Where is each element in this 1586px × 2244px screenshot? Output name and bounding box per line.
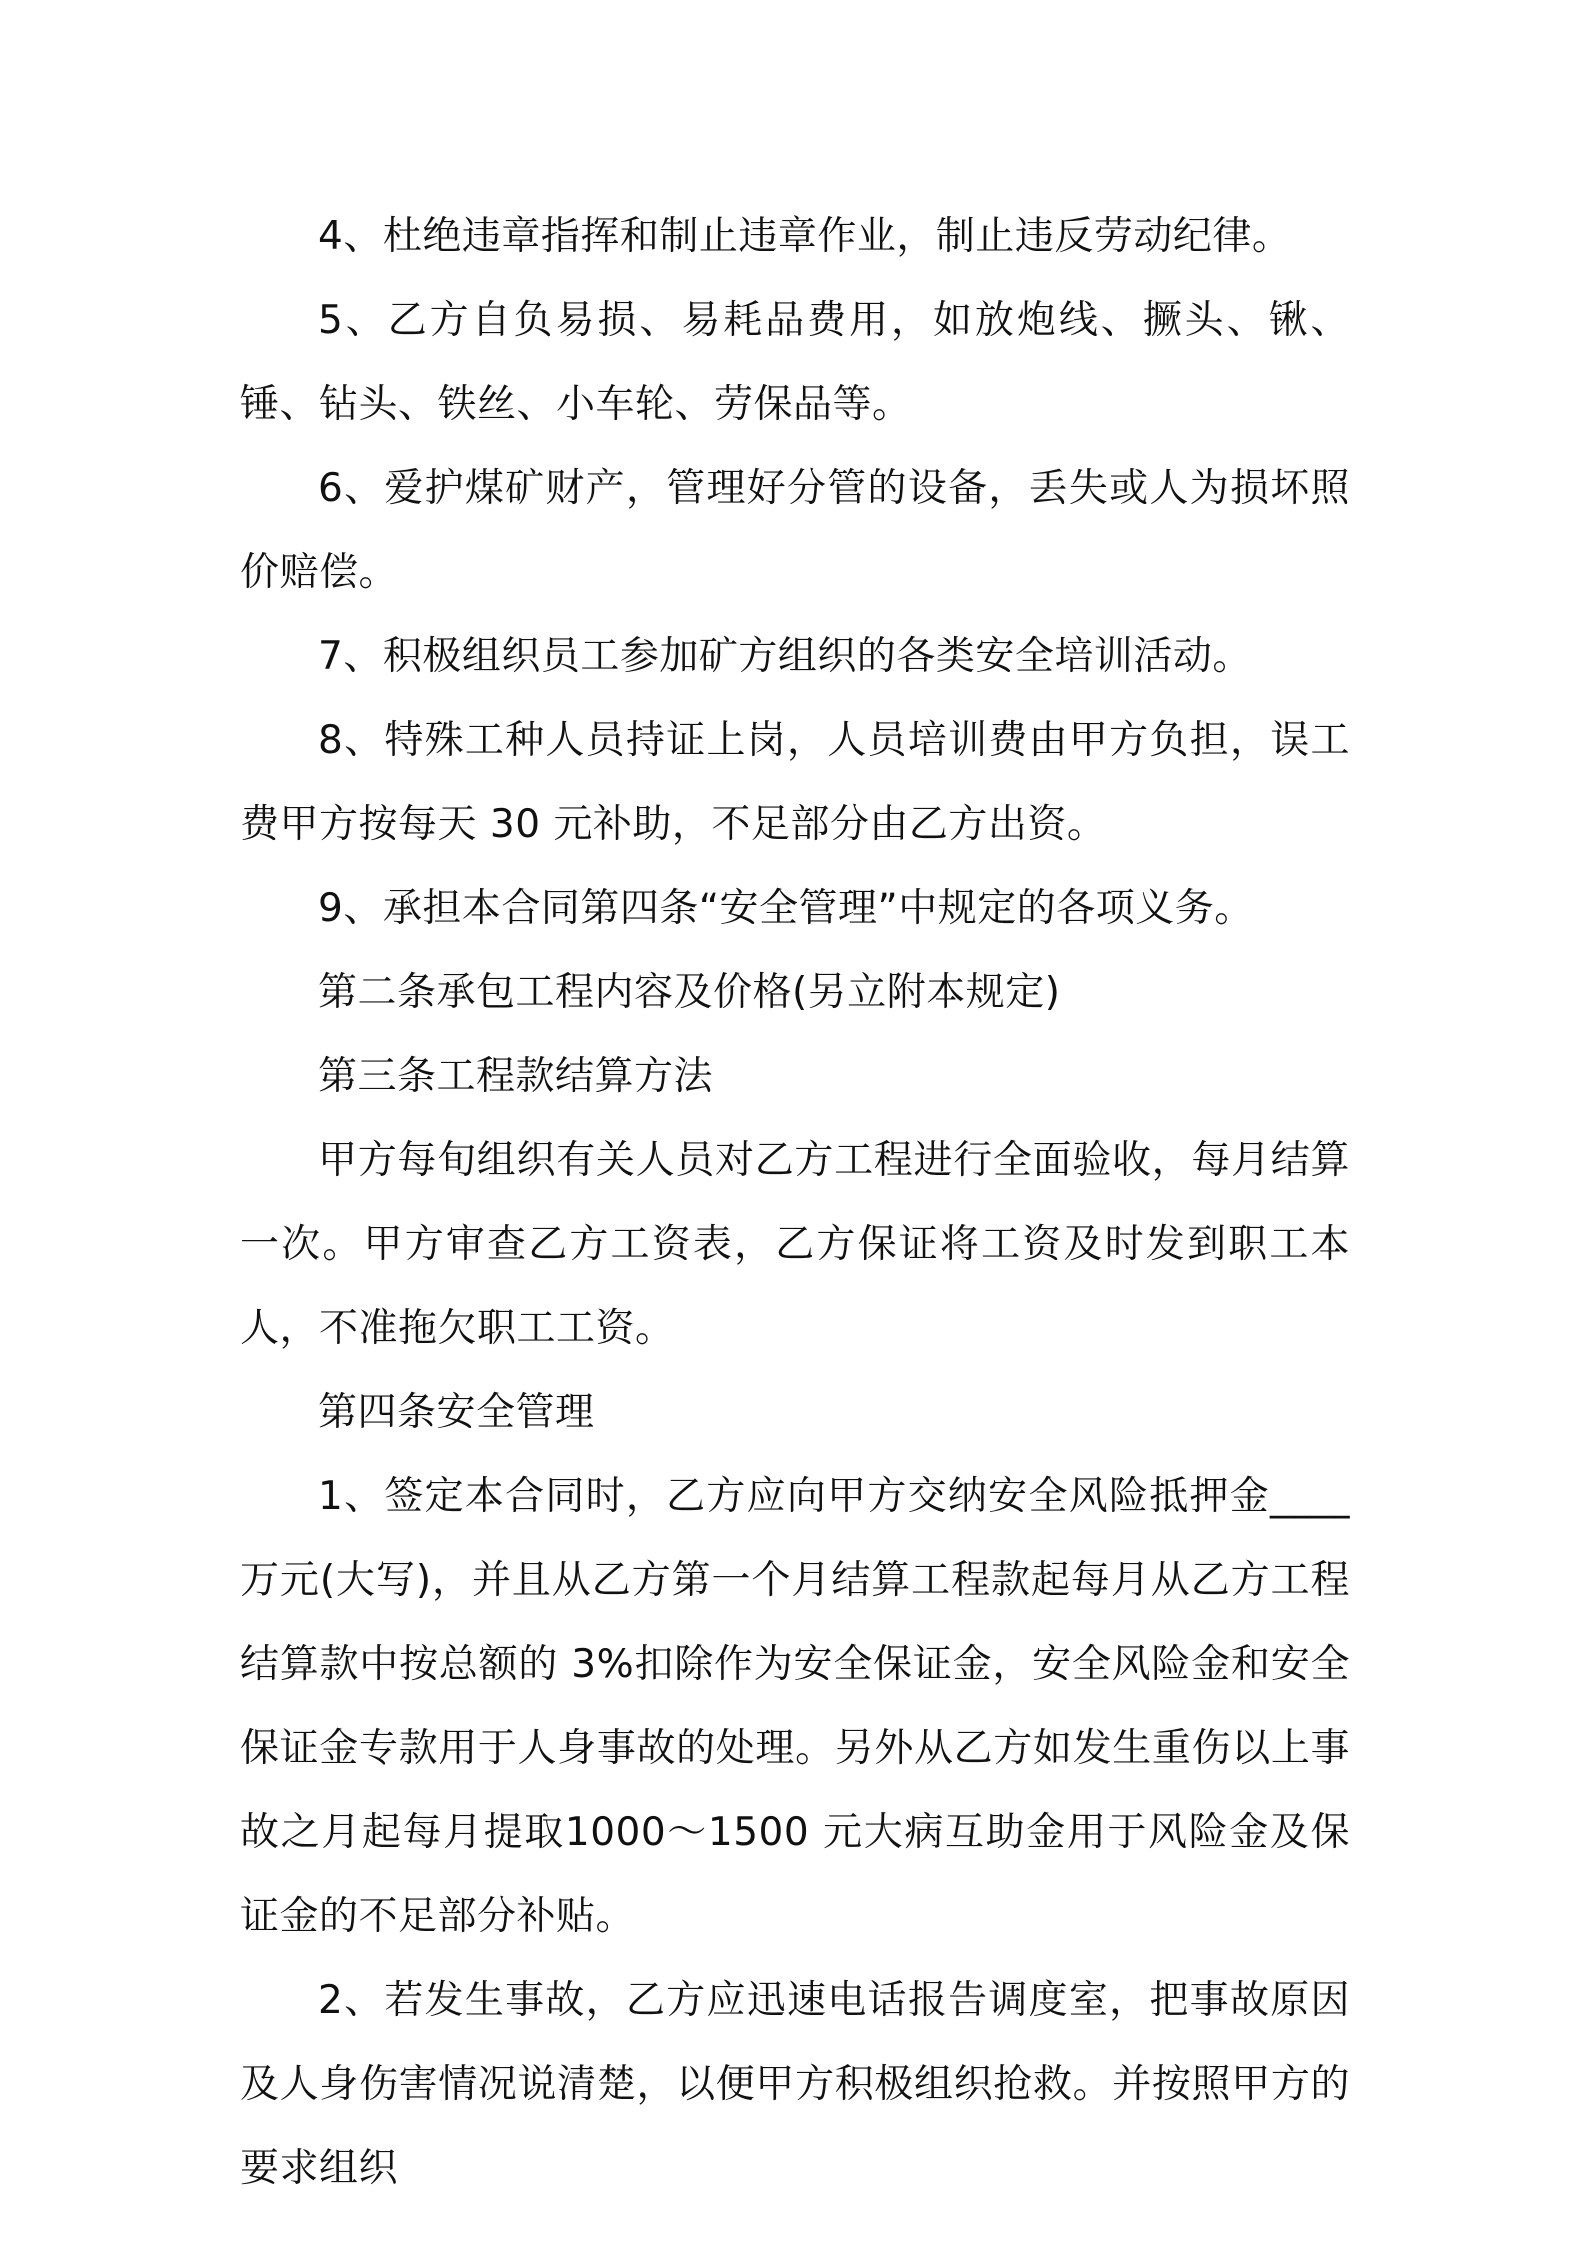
article-4-heading: 第四条安全管理 bbox=[318, 1390, 595, 1435]
article-3-body: 甲方每旬组织有关人员对乙方工程进行全面验收，每月结算一次。甲方审查乙方工资表，乙方保证将工资及时发到职工本人，不准拖欠职工工资。 bbox=[240, 1138, 1350, 1351]
clause-item-4: 4、杜绝违章指挥和制止违章作业，制止违反劳动纪律。 bbox=[318, 214, 1292, 259]
clause-item-8: 8、特殊工种人员持证上岗，人员培训费由甲方负担，误工费甲方按每天 30 元补助，不足部分由乙方出资。 bbox=[240, 718, 1350, 847]
safety-clause-1: 1、签定本合同时，乙方应向甲方交纳安全风险抵押金____万元(大写)，并且从乙方第一个月结算工程款起每月从乙方工程结算款中按总额的 3%扣除作为安全保证金，安全风险金和安全保证金专款用于人身事故的处理。另外从乙方如发生重伤以上事故之月起每月提取1000～1500 元大病互助金用于风险金及保证金的不足部分补贴。 bbox=[240, 1474, 1350, 1939]
article-3-heading: 第三条工程款结算方法 bbox=[318, 1054, 714, 1099]
safety-clause-2: 2、若发生事故，乙方应迅速电话报告调度室，把事故原因及人身伤害情况说清楚，以便甲方积极组织抢救。并按照甲方的要求组织 bbox=[240, 1978, 1350, 2191]
clause-item-6: 6、爱护煤矿财产，管理好分管的设备，丢失或人为损坏照价赔偿。 bbox=[240, 466, 1350, 595]
document-body bbox=[240, 195, 1350, 2211]
clause-item-9: 9、承担本合同第四条“安全管理”中规定的各项义务。 bbox=[318, 886, 1254, 931]
clause-item-5: 5、乙方自负易损、易耗品费用，如放炮线、撅头、锹、锤、钻头、铁丝、小车轮、劳保品等。 bbox=[240, 298, 1350, 427]
article-2-heading: 第二条承包工程内容及价格(另立附本规定) bbox=[318, 970, 1061, 1015]
clause-item-7: 7、积极组织员工参加矿方组织的各类安全培训活动。 bbox=[318, 634, 1252, 679]
